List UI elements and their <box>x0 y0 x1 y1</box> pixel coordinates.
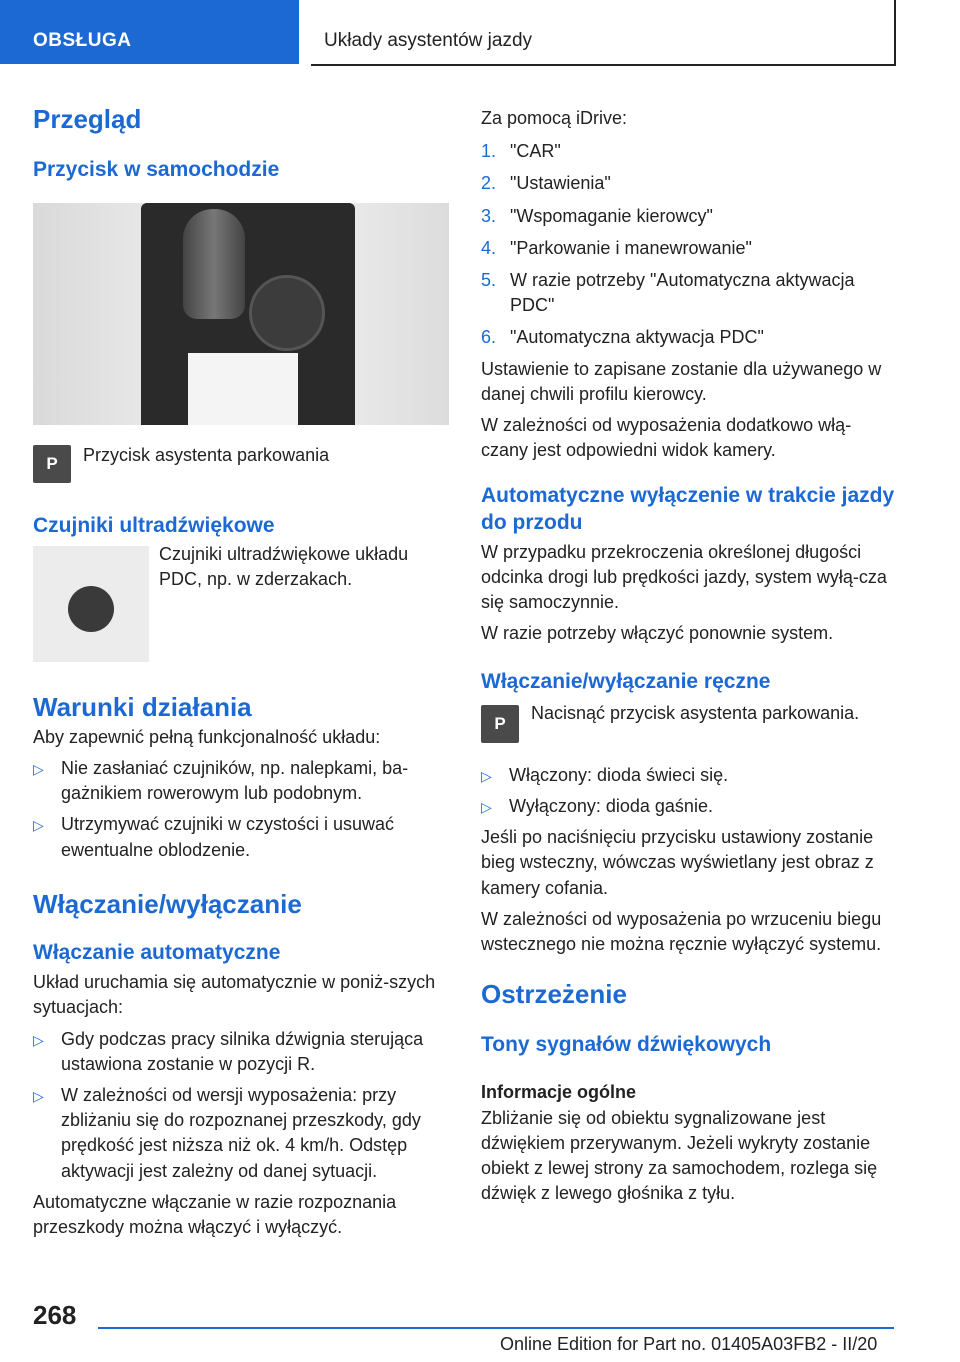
heading-warning: Ostrzeżenie <box>481 979 627 1010</box>
step-item: 6. "Automatyczna aktywacja PDC" <box>481 327 764 348</box>
heading-auto: Włączanie automatyczne <box>33 941 281 964</box>
console-tray <box>188 353 298 425</box>
sensors-text: Czujniki ultradźwiękowe układu PDC, np. w zderzakach. <box>159 543 409 589</box>
list-item: ▷ Nie zasłaniać czujników, np. nalepkami, ba-gażnikiem rowerowym lub podobnym. <box>33 758 409 804</box>
heading-autooff: Automatyczne wyłączenie w trakcie jazdy do przodu <box>481 484 895 534</box>
general-text: Zbliżanie się od obiektu sygnalizowane jest dźwiękiem przerywanym. Jeżeli wykryty zostanie obiekt z lewej strony za samochodem, rozlega się dźwięk z lewego głośnika z tyłu. <box>481 1107 878 1204</box>
auto-outro: Automatyczne włączanie w razie rozpoznania przeszkody można włączyć i wyłączyć. <box>33 1191 397 1237</box>
heading-general: Informacje ogólne <box>481 1081 637 1102</box>
heading-sensors: Czujniki ultradźwiękowe <box>33 514 275 538</box>
left-column <box>33 96 449 1240</box>
heading-overview: Przegląd <box>33 104 142 134</box>
reverse-text: Jeśli po naciśnięciu przycisku ustawiony zostanie bieg wsteczny, wówczas wyświetlany jest obraz z kamery cofania. <box>481 827 874 898</box>
triangle-bullet-icon: ▷ <box>33 817 44 834</box>
center-console-photo <box>33 203 449 425</box>
ultrasonic-sensor-icon <box>68 586 114 632</box>
manual-list <box>481 763 897 819</box>
heading-button: Przycisk w samochodzie <box>33 158 280 182</box>
page-header <box>0 0 960 66</box>
auto-list <box>33 1027 449 1184</box>
manual-text: Nacisnąć przycisk asystenta parkowania. <box>531 702 860 723</box>
manual-row <box>481 702 897 743</box>
step-item: 2. "Ustawienia" <box>481 173 611 194</box>
list-item: ▷ Gdy podczas pracy silnika dźwignia sterująca ustawiona zostanie w pozycji R. <box>33 1028 424 1074</box>
section-tab: OBSŁUGA <box>0 0 299 64</box>
sensors-row <box>33 543 449 662</box>
triangle-bullet-icon: ▷ <box>33 1031 44 1048</box>
heading-manual: Włączanie/wyłączanie ręczne <box>481 669 771 693</box>
parking-assistant-icon: P <box>33 445 71 483</box>
triangle-bullet-icon: ▷ <box>481 767 492 784</box>
heading-onoff: Włączanie/wyłączanie <box>33 888 302 919</box>
step-item: 3. "Wspomaganie kierowcy" <box>481 205 713 226</box>
saved-text: Ustawienie to zapisane zostanie dla używanego w danej chwili profilu kierowcy. <box>481 358 882 404</box>
triangle-bullet-icon: ▷ <box>33 761 44 778</box>
heading-conditions: Warunki działania <box>33 691 252 722</box>
triangle-bullet-icon: ▷ <box>481 798 492 815</box>
triangle-bullet-icon: ▷ <box>33 1088 44 1104</box>
step-item: 1. "CAR" <box>481 141 561 162</box>
step-item: 5. W razie potrzeby "Automatyczna aktywacja PDC" <box>481 269 855 316</box>
footer-edition: Online Edition for Part no. 01405A03FB2 - II/20 <box>500 1334 878 1354</box>
sensor-photo <box>33 546 149 662</box>
button-caption-row <box>33 445 449 483</box>
parking-assistant-icon: P <box>481 705 519 743</box>
step-item: 4. "Parkowanie i manewrowanie" <box>481 237 752 258</box>
gear-lever <box>183 209 245 319</box>
button-caption: Przycisk asystenta parkowania <box>83 445 330 466</box>
right-column <box>481 96 897 1207</box>
list-item: ▷ Wyłączony: dioda gaśnie. <box>481 795 713 816</box>
chapter-title: Układy asystentów jazdy <box>311 0 896 66</box>
reverse-text-2: W zależności od wyposażenia po wrzuceniu biegu wstecznego nie można ręcznie wyłączyć systemu. <box>481 908 882 954</box>
page-number: 268 <box>33 1300 77 1330</box>
list-item: ▷ Utrzymywać czujniki w czystości i usuwać ewentualne oblodzenie. <box>33 814 395 860</box>
idrive-controller <box>249 275 325 351</box>
list-item: ▷ W zależności od wersji wyposażenia: przy zbliżaniu się do rozpoznanej przeszkody, gdy prędkość jest niższa niż ok. 4 km/h. Odstęp aktywacji jest zależny od danej sytuacji. <box>33 1085 421 1181</box>
conditions-list <box>33 756 449 863</box>
list-item: ▷ Włączony: dioda świeci się. <box>481 764 729 785</box>
idrive-steps <box>481 139 897 350</box>
reenable-text: W razie potrzeby włączyć ponownie system. <box>481 623 834 644</box>
camera-text: W zależności od wyposażenia dodatkowo włą-czany jest odpowiedni widok kamery. <box>481 414 852 461</box>
conditions-intro: Aby zapewnić pełną funkcjonalność układu: <box>33 726 381 747</box>
footer-divider <box>98 1327 894 1329</box>
heading-tones: Tony sygnałów dźwiękowych <box>481 1033 772 1057</box>
autooff-text: W przypadku przekroczenia określonej długości odcinka drogi lub prędkości jazdy, system wyłą-cza się samoczynnie. <box>481 541 887 613</box>
idrive-intro: Za pomocą iDrive: <box>481 108 628 128</box>
auto-intro: Układ uruchamia się automatycznie w poniż-szych sytuacjach: <box>33 972 436 1018</box>
